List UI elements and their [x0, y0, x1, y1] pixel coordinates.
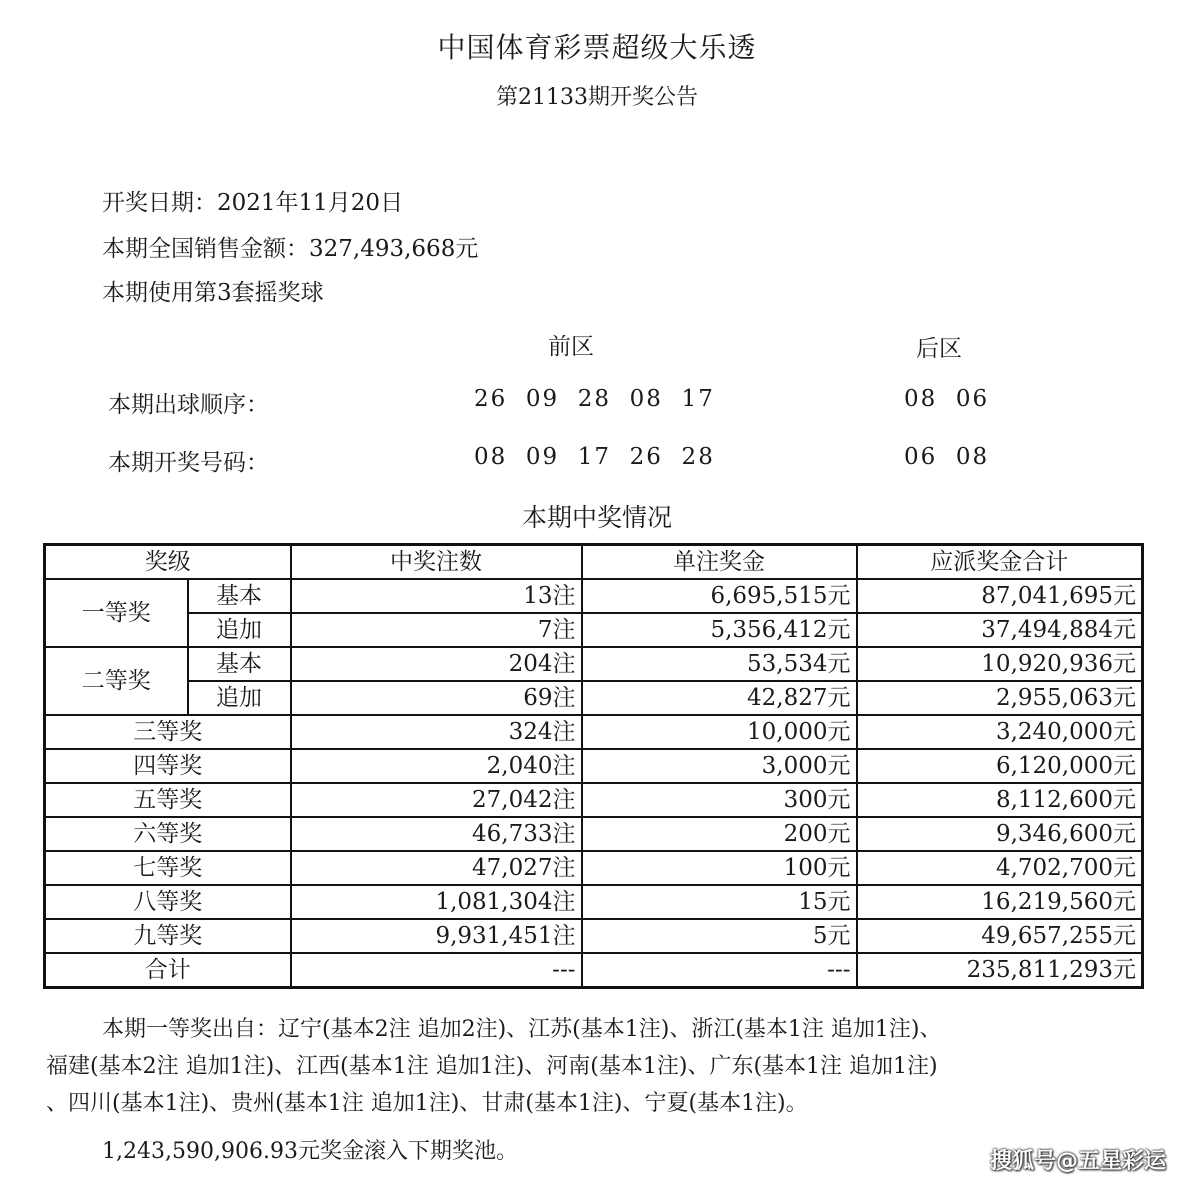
- winning-numbers-label: 本期开奖号码：: [108, 450, 269, 476]
- total-amount: ---: [582, 953, 857, 988]
- draw-order-back: 08 06: [904, 386, 990, 412]
- page-subtitle: 第21133期开奖公告: [496, 85, 698, 110]
- prize-amount: 100元: [582, 851, 857, 885]
- front-zone-label: 前区: [548, 334, 594, 360]
- table-row-total: [45, 953, 1143, 988]
- prize-count: 7注: [291, 613, 582, 647]
- prize-level: 四等奖: [45, 749, 291, 783]
- first-prize-origin-line1: 本期一等奖出自：辽宁(基本2注 追加2注)、江苏(基本1注)、浙江(基本1注 追加1注)、: [102, 1017, 942, 1042]
- prize-total: 3,240,000元: [857, 715, 1143, 749]
- total-label: 合计: [45, 953, 291, 988]
- prize-count: 13注: [291, 579, 582, 613]
- table-header-row: [45, 545, 1143, 580]
- winning-numbers-front: 08 09 17 26 28: [474, 444, 715, 470]
- prize-type: 追加: [188, 681, 291, 715]
- prize-amount: 42,827元: [582, 681, 857, 715]
- prize-amount: 5,356,412元: [582, 613, 857, 647]
- prize-amount: 15元: [582, 885, 857, 919]
- prize-level: 三等奖: [45, 715, 291, 749]
- prize-level: 七等奖: [45, 851, 291, 885]
- prize-level: 六等奖: [45, 817, 291, 851]
- prize-level: 八等奖: [45, 885, 291, 919]
- page-title: 中国体育彩票超级大乐透: [437, 31, 757, 64]
- prize-amount: 200元: [582, 817, 857, 851]
- second-prize-label: 二等奖: [45, 647, 188, 715]
- source-watermark: 搜狐号@五星彩运: [989, 1149, 1166, 1174]
- prize-count: 46,733注: [291, 817, 582, 851]
- prize-count: 324注: [291, 715, 582, 749]
- prize-count: 47,027注: [291, 851, 582, 885]
- prize-level: 五等奖: [45, 783, 291, 817]
- back-zone-label: 后区: [916, 336, 962, 362]
- first-prize-origin-line2: 福建(基本2注 追加1注)、江西(基本1注 追加1注)、河南(基本1注)、广东(基本1注 追加1注): [46, 1054, 938, 1079]
- draw-order-front: 26 09 28 08 17: [474, 386, 715, 412]
- prize-amount: 3,000元: [582, 749, 857, 783]
- sales-amount: 本期全国销售金额：327,493,668元: [102, 236, 479, 262]
- prize-total: 6,120,000元: [857, 749, 1143, 783]
- header-total: 应派奖金合计: [857, 545, 1143, 580]
- prize-count: 69注: [291, 681, 582, 715]
- prize-amount: 5元: [582, 919, 857, 953]
- table-row: [45, 613, 1143, 647]
- prize-total: 16,219,560元: [857, 885, 1143, 919]
- ball-set: 本期使用第3套摇奖球: [102, 280, 324, 306]
- prize-total: 9,346,600元: [857, 817, 1143, 851]
- rollover-pool: 1,243,590,906.93元奖金滚入下期奖池。: [102, 1139, 518, 1164]
- prize-count: 2,040注: [291, 749, 582, 783]
- prize-total: 10,920,936元: [857, 647, 1143, 681]
- prize-level: 九等奖: [45, 919, 291, 953]
- draw-order-label: 本期出球顺序：: [108, 392, 269, 418]
- header-amount: 单注奖金: [582, 545, 857, 580]
- table-row: [45, 579, 1143, 613]
- prize-total: 4,702,700元: [857, 851, 1143, 885]
- prize-count: 27,042注: [291, 783, 582, 817]
- prize-total: 2,955,063元: [857, 681, 1143, 715]
- total-count: ---: [291, 953, 582, 988]
- prize-amount: 10,000元: [582, 715, 857, 749]
- prize-amount: 300元: [582, 783, 857, 817]
- prize-type: 追加: [188, 613, 291, 647]
- table-row: [45, 851, 1143, 885]
- prize-amount: 53,534元: [582, 647, 857, 681]
- prize-total: 37,494,884元: [857, 613, 1143, 647]
- table-row: [45, 783, 1143, 817]
- prize-count: 1,081,304注: [291, 885, 582, 919]
- first-prize-origin-line3: 、四川(基本1注)、贵州(基本1注 追加1注)、甘肃(基本1注)、宁夏(基本1注)。: [46, 1091, 808, 1116]
- prize-section-title: 本期中奖情况: [521, 503, 672, 532]
- prize-type: 基本: [188, 647, 291, 681]
- table-row: [45, 715, 1143, 749]
- prize-total: 87,041,695元: [857, 579, 1143, 613]
- header-level: 奖级: [45, 545, 291, 580]
- prize-total: 8,112,600元: [857, 783, 1143, 817]
- prize-amount: 6,695,515元: [582, 579, 857, 613]
- table-row: [45, 647, 1143, 681]
- prize-count: 204注: [291, 647, 582, 681]
- table-row: [45, 817, 1143, 851]
- winning-numbers-back: 06 08: [904, 444, 990, 470]
- table-row: [45, 749, 1143, 783]
- prize-type: 基本: [188, 579, 291, 613]
- draw-date: 开奖日期：2021年11月20日: [102, 190, 404, 216]
- header-count: 中奖注数: [291, 545, 582, 580]
- grand-total: 235,811,293元: [857, 953, 1143, 988]
- table-row: [45, 919, 1143, 953]
- first-prize-label: 一等奖: [45, 579, 188, 647]
- table-row: [45, 681, 1143, 715]
- prize-count: 9,931,451注: [291, 919, 582, 953]
- prize-total: 49,657,255元: [857, 919, 1143, 953]
- table-row: [45, 885, 1143, 919]
- prize-table: [43, 543, 1144, 989]
